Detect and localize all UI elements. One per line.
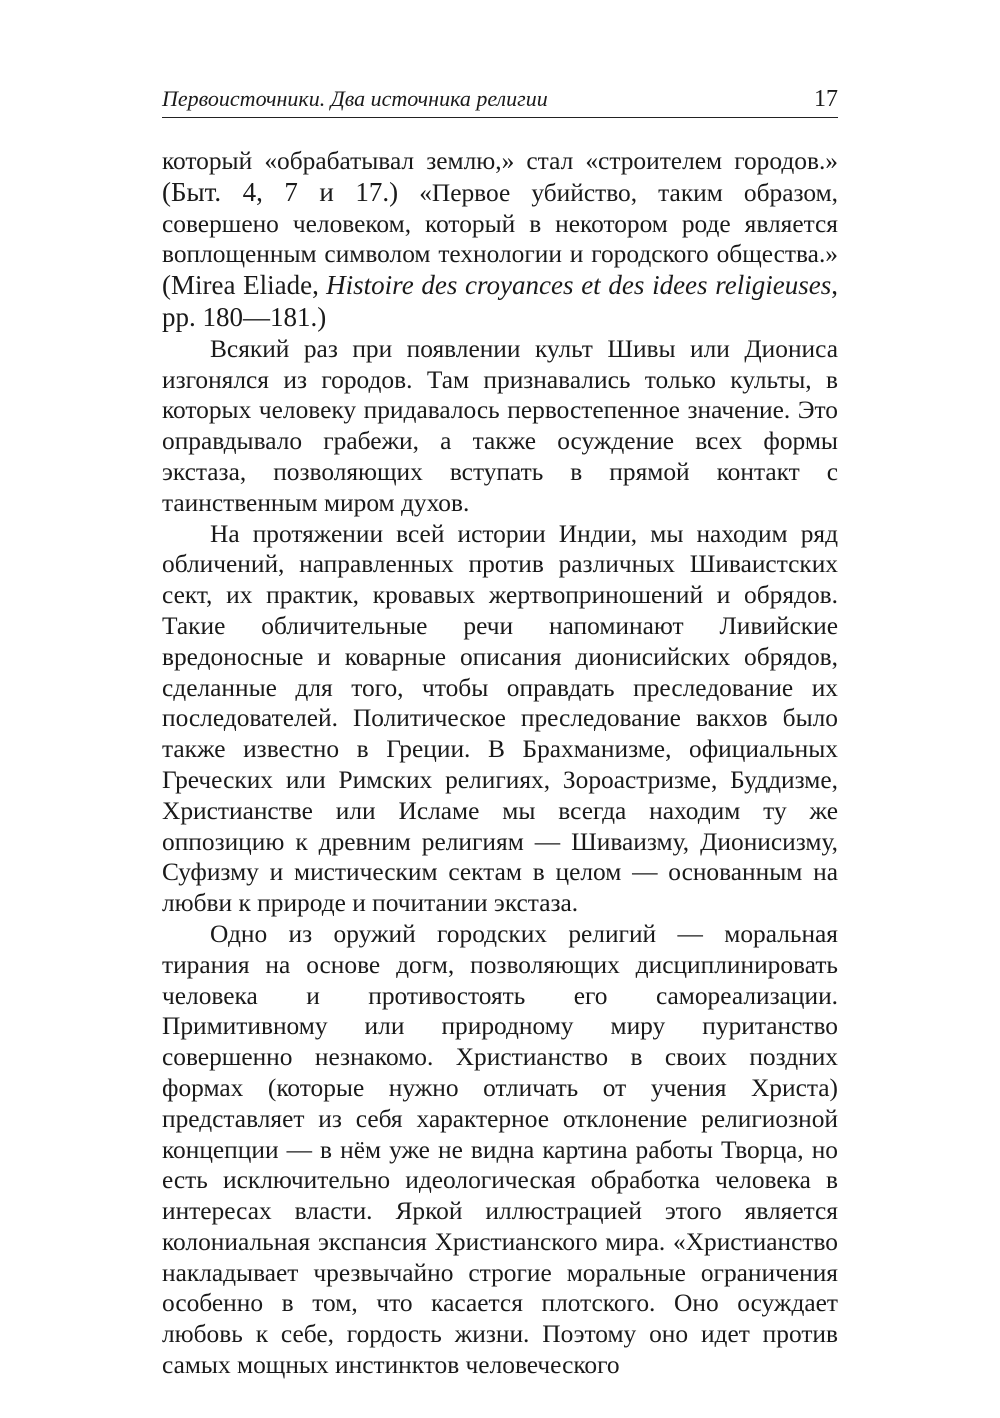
paragraph-3: На протяжении всей истории Индии, мы находим ряд обличений, направленных против различных Шиваистских сект, их практик, кровавых жертвоприношений и обрядов. Такие обличительные речи напоминают Ливийские вредоносные и коварные описания дионисийских обрядов, сделанные для того, чтобы оправдать преследование их последователей. Политическое преследование вакхов было также известно в Греции. В Брахманизме, официальных Греческих или Римских религиях, Зороастризме, Буддизме, Христианстве или Исламе мы всегда находим ту же оппозицию к древним религиям — Шиваизму, Дионисизму, Суфизму и мистическим сектам в целом — основанным на любви к природе и почитании экстаза.: [162, 519, 838, 918]
eliade-quote: «Первое убийство, таким образом, совершено человеком, который в некотором роде является воплощенным символом технологии и городского общества.»: [162, 178, 838, 269]
citation-pages: , pp. 180—181.): [162, 270, 838, 332]
paragraph-1: [162, 146, 838, 334]
running-header: [162, 86, 838, 118]
book-page: [162, 86, 838, 1381]
paragraph-4: Одно из оружий городских религий — моральная тирания на основе догм, позволяющих дисциплинировать человека и противостоять его самореализации. Примитивному или природному миру пуританство совершенно незнакомо. Христианство в своих поздних формах (которые нужно отличать от учения Христа) представляет из себя характерное отклонение религиозной концепции — в нём уже не видна картина работы Творца, но есть исключительно идеологическая обработка человека в интересах власти. Яркой иллюстрацией этого является колониальная экспансия Христианского мира. «Христианство накладывает чрезвычайно строгие моральные ограничения особенно в том, что касается плотского. Оно осуждает любовь к себе, гордость жизни. Поэтому оно идет против самых мощных инстинктов человеческого: [162, 919, 838, 1380]
paragraph-2: Всякий раз при появлении культ Шивы или Диониса изгонялся из городов. Там признавались только культы, в которых человеку придавалось первостепенное значение. Это оправдывало грабежи, а также осуждение всех формы экстаза, позволяющих вступать в прямой контакт с таинственным миром духов.: [162, 334, 838, 517]
body-text: [162, 146, 838, 1381]
page-number: 17: [814, 86, 838, 112]
running-header-title: Первоисточники. Два источника религии: [162, 86, 548, 111]
citation-title: Histoire des croyances et des idees religieuses: [326, 270, 832, 301]
citation-author: (Mirea Eliade,: [162, 270, 319, 301]
bible-reference: (Быт. 4, 7 и 17.): [162, 176, 399, 207]
paragraph-1-text-a: который «обрабатывал землю,» стал «строителем городов.»: [162, 147, 838, 175]
